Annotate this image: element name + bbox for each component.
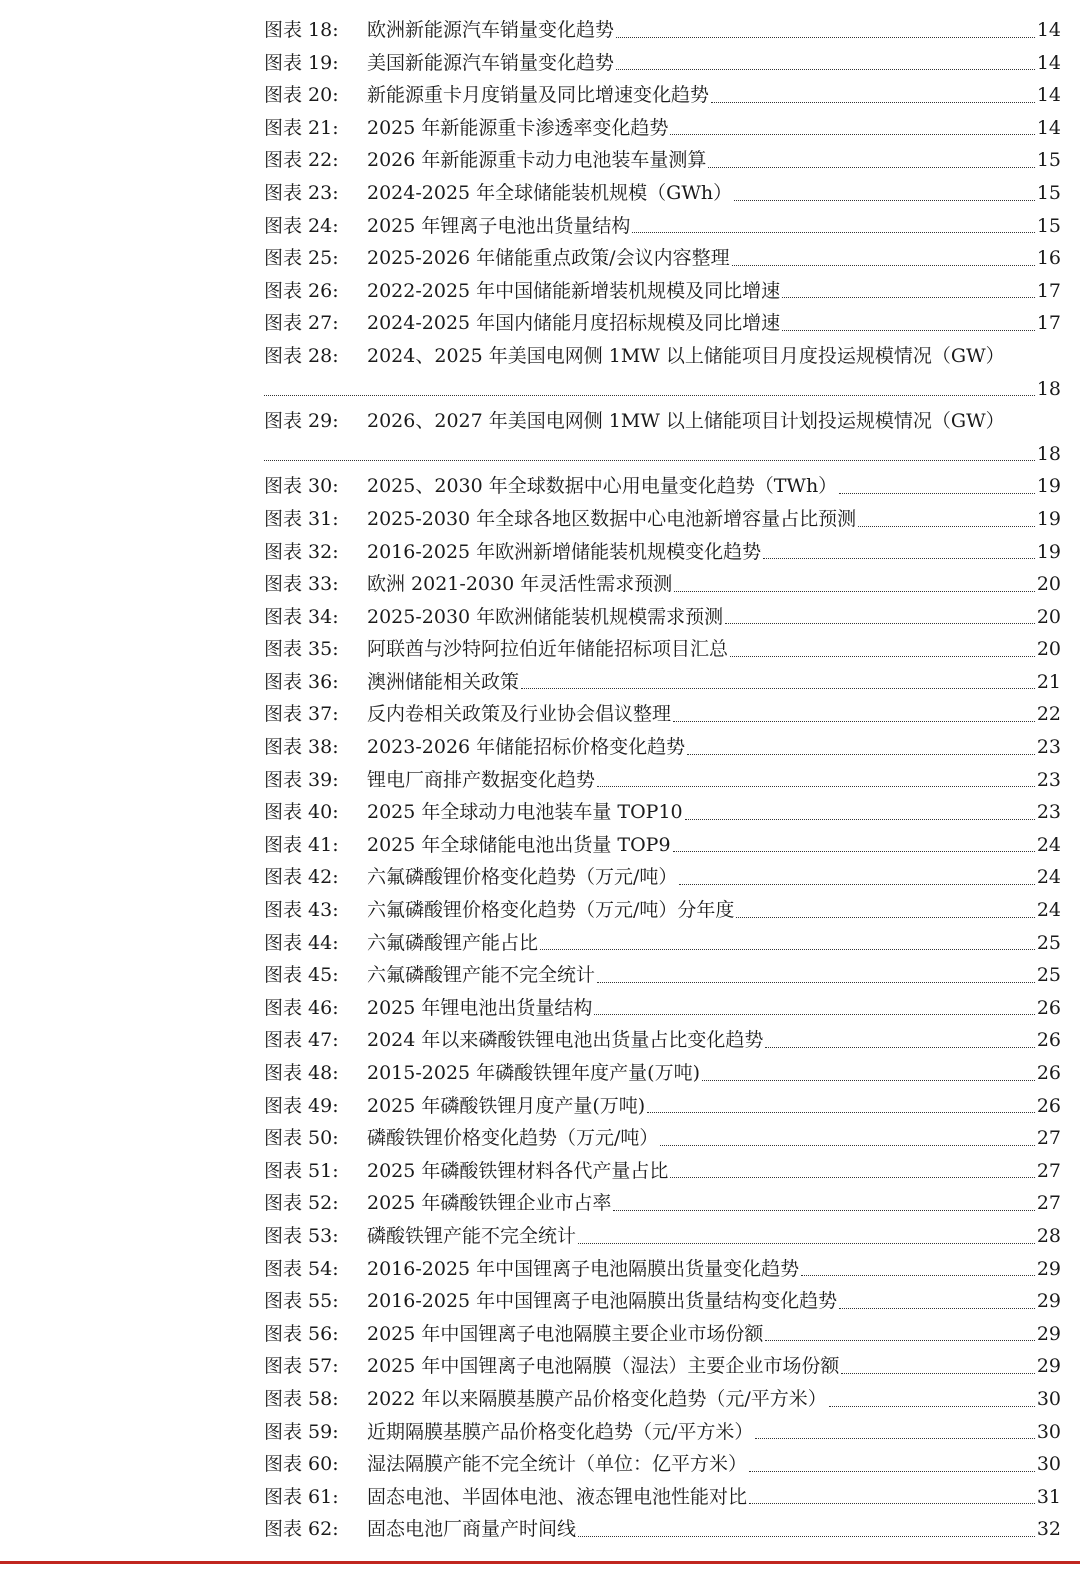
page-number: 25 — [1036, 931, 1061, 954]
figure-number: 图表 22: — [264, 149, 339, 172]
page-number: 32 — [1036, 1518, 1061, 1541]
figure-title: 近期隔膜基膜产品价格变化趋势（元/平方米） — [367, 1420, 754, 1443]
figure-number: 图表 55: — [264, 1290, 339, 1313]
dot-leader — [613, 1210, 1034, 1211]
dot-leader — [673, 721, 1035, 722]
figure-title: 2025 年全球动力电池装车量 TOP10 — [367, 801, 683, 824]
figure-title: 2026、2027 年美国电网侧 1MW 以上储能项目计划投运规模情况（GW） — [367, 410, 1005, 433]
page-number: 24 — [1036, 866, 1061, 889]
dot-leader — [616, 69, 1035, 70]
figure-number: 图表 46: — [264, 996, 339, 1019]
figure-title: 2024-2025 年国内储能月度招标规模及同比增速 — [367, 312, 781, 335]
dot-leader — [765, 1047, 1034, 1048]
figure-title: 2024、2025 年美国电网侧 1MW 以上储能项目月度投运规模情况（GW） — [367, 344, 1005, 367]
toc-entry[interactable] — [264, 1220, 1061, 1253]
toc-entry[interactable] — [264, 1187, 1061, 1220]
dot-leader — [673, 851, 1035, 852]
toc-entry[interactable] — [264, 536, 1061, 569]
page-number: 23 — [1036, 736, 1061, 759]
toc-entry[interactable] — [264, 1122, 1061, 1155]
figure-number: 图表 45: — [264, 964, 339, 987]
dot-leader — [839, 493, 1035, 494]
figure-number: 图表 20: — [264, 84, 339, 107]
page-number: 14 — [1036, 19, 1061, 41]
dot-leader — [670, 1177, 1034, 1178]
page-number: 26 — [1036, 1062, 1061, 1084]
dot-leader — [702, 1080, 1035, 1081]
toc-entry[interactable] — [264, 1383, 1061, 1416]
dot-leader — [597, 982, 1035, 983]
toc-entry[interactable] — [264, 112, 1061, 145]
dot-leader — [685, 819, 1035, 820]
toc-entry-continuation[interactable] — [264, 438, 1061, 471]
page-number: 24 — [1036, 833, 1061, 856]
toc-entry[interactable] — [264, 1318, 1061, 1351]
figure-number: 图表 41: — [264, 833, 339, 856]
page-number: 14 — [1036, 116, 1061, 139]
figure-title: 2016-2025 年欧洲新增储能装机规模变化趋势 — [367, 540, 762, 563]
dot-leader — [801, 1275, 1035, 1276]
dot-leader — [829, 1406, 1035, 1407]
page-number: 15 — [1036, 149, 1061, 172]
figure-index — [264, 14, 1061, 1546]
figure-title: 2025 年锂电池出货量结构 — [367, 996, 593, 1019]
figure-title: 2016-2025 年中国锂离子电池隔膜出货量变化趋势 — [367, 1257, 800, 1280]
page-number: 19 — [1036, 540, 1061, 563]
toc-entry[interactable] — [264, 144, 1061, 177]
page-number: 19 — [1036, 507, 1061, 530]
dot-leader — [674, 591, 1035, 592]
figure-title: 阿联酋与沙特阿拉伯近年储能招标项目汇总 — [367, 638, 729, 661]
figure-title: 2024 年以来磷酸铁锂电池出货量占比变化趋势 — [367, 1029, 764, 1052]
page-number: 14 — [1036, 84, 1061, 107]
figure-number: 图表 38: — [264, 736, 339, 759]
dot-leader — [578, 1243, 1035, 1244]
dot-leader — [540, 949, 1035, 950]
toc-entry[interactable] — [264, 79, 1061, 112]
figure-title: 美国新能源汽车销量变化趋势 — [367, 51, 615, 74]
page-number: 23 — [1036, 801, 1061, 824]
page-number: 22 — [1036, 703, 1061, 726]
dot-leader — [732, 265, 1035, 266]
toc-entry[interactable] — [264, 177, 1061, 210]
figure-number: 图表 31: — [264, 507, 339, 530]
dot-leader — [765, 1340, 1034, 1341]
figure-title: 澳洲储能相关政策 — [367, 670, 520, 693]
figure-number: 图表 52: — [264, 1192, 339, 1215]
page-number: 31 — [1036, 1485, 1061, 1508]
dot-leader — [725, 623, 1035, 624]
page-number: 20 — [1036, 605, 1061, 628]
dot-leader — [711, 102, 1035, 103]
dot-leader — [616, 37, 1035, 38]
dot-leader — [782, 330, 1035, 331]
toc-entry[interactable] — [264, 503, 1061, 536]
figure-title: 六氟磷酸锂价格变化趋势（万元/吨）分年度 — [367, 899, 735, 922]
toc-entry[interactable] — [264, 1090, 1061, 1123]
figure-title: 2025、2030 年全球数据中心用电量变化趋势（TWh） — [367, 475, 838, 498]
page-number: 27 — [1036, 1159, 1061, 1182]
figure-number: 图表 40: — [264, 801, 339, 824]
figure-number: 图表 25: — [264, 247, 339, 270]
toc-entry[interactable] — [264, 796, 1061, 829]
dot-leader — [749, 1471, 1035, 1472]
figure-title: 欧洲 2021-2030 年灵活性需求预测 — [367, 573, 673, 596]
figure-title: 2025 年全球储能电池出货量 TOP9 — [367, 833, 671, 856]
toc-entry[interactable] — [264, 861, 1061, 894]
toc-entry[interactable] — [264, 731, 1061, 764]
page-number: 29 — [1036, 1355, 1061, 1378]
figure-number: 图表 56: — [264, 1322, 339, 1345]
page-number: 24 — [1036, 899, 1061, 922]
page-number: 17 — [1036, 279, 1061, 302]
dot-leader — [521, 688, 1035, 689]
dot-leader — [736, 917, 1034, 918]
toc-entry[interactable] — [264, 633, 1061, 666]
dot-leader — [749, 1503, 1035, 1504]
toc-entry[interactable] — [264, 340, 1061, 373]
figure-number: 图表 24: — [264, 214, 339, 237]
figure-number: 图表 54: — [264, 1257, 339, 1280]
figure-number: 图表 39: — [264, 768, 339, 791]
figure-title: 2025-2030 年欧洲储能装机规模需求预测 — [367, 605, 724, 628]
figure-title: 2025 年新能源重卡渗透率变化趋势 — [367, 116, 669, 139]
page-number: 27 — [1036, 1192, 1061, 1215]
figure-title: 欧洲新能源汽车销量变化趋势 — [367, 19, 615, 41]
page-number: 15 — [1036, 181, 1061, 204]
figure-number: 图表 23: — [264, 181, 339, 204]
figure-title: 2026 年新能源重卡动力电池装车量测算 — [367, 149, 707, 172]
toc-entry[interactable] — [264, 894, 1061, 927]
page-number: 20 — [1036, 638, 1061, 661]
dot-leader — [763, 558, 1035, 559]
toc-entry[interactable] — [264, 1513, 1061, 1546]
page-number: 26 — [1036, 1029, 1061, 1052]
figure-title: 六氟磷酸锂价格变化趋势（万元/吨） — [367, 866, 678, 889]
toc-entry-continuation[interactable] — [264, 373, 1061, 406]
dot-leader — [858, 526, 1035, 527]
toc-entry[interactable] — [264, 666, 1061, 699]
toc-entry[interactable] — [264, 1350, 1061, 1383]
figure-title: 2025 年磷酸铁锂企业市占率 — [367, 1192, 612, 1215]
figure-number: 图表 42: — [264, 866, 339, 889]
figure-number: 图表 33: — [264, 573, 339, 596]
figure-title: 2025 年中国锂离子电池隔膜（湿法）主要企业市场份额 — [367, 1355, 840, 1378]
toc-entry[interactable] — [264, 1481, 1061, 1514]
dot-leader — [730, 656, 1035, 657]
figure-title: 2025 年磷酸铁锂材料各代产量占比 — [367, 1159, 669, 1182]
dot-leader — [782, 297, 1035, 298]
dot-leader — [687, 754, 1035, 755]
dot-leader — [660, 1145, 1034, 1146]
figure-number: 图表 62: — [264, 1518, 339, 1541]
figure-number: 图表 29: — [264, 410, 339, 433]
toc-entry[interactable] — [264, 1057, 1061, 1090]
toc-entry[interactable] — [264, 1448, 1061, 1481]
figure-title: 磷酸铁锂价格变化趋势（万元/吨） — [367, 1127, 659, 1150]
toc-entry[interactable] — [264, 210, 1061, 243]
page-number: 23 — [1036, 768, 1061, 791]
figure-number: 图表 19: — [264, 51, 339, 74]
dot-leader — [841, 1373, 1034, 1374]
figure-title: 2024-2025 年全球储能装机规模（GWh） — [367, 181, 733, 204]
toc-entry[interactable] — [264, 1024, 1061, 1057]
figure-number: 图表 50: — [264, 1127, 339, 1150]
page-number: 16 — [1036, 247, 1061, 270]
figure-number: 图表 51: — [264, 1159, 339, 1182]
toc-entry[interactable] — [264, 405, 1061, 438]
dot-leader — [578, 1536, 1035, 1537]
page-number: 21 — [1036, 670, 1061, 693]
figure-number: 图表 35: — [264, 638, 339, 661]
figure-number: 图表 18: — [264, 19, 339, 41]
dot-leader — [632, 232, 1034, 233]
figure-number: 图表 58: — [264, 1387, 339, 1410]
toc-entry[interactable] — [264, 927, 1061, 960]
figure-number: 图表 27: — [264, 312, 339, 335]
figure-number: 图表 37: — [264, 703, 339, 726]
page-number: 26 — [1036, 1094, 1061, 1117]
figure-number: 图表 53: — [264, 1224, 339, 1247]
dot-leader — [597, 786, 1035, 787]
dot-leader — [594, 1014, 1034, 1015]
figure-number: 图表 36: — [264, 670, 339, 693]
page-number: 26 — [1036, 996, 1061, 1019]
figure-number: 图表 49: — [264, 1094, 339, 1117]
figure-number: 图表 43: — [264, 899, 339, 922]
toc-entry[interactable] — [264, 601, 1061, 634]
figure-number: 图表 48: — [264, 1062, 339, 1084]
page-number: 17 — [1036, 312, 1061, 335]
figure-title: 2016-2025 年中国锂离子电池隔膜出货量结构变化趋势 — [367, 1290, 838, 1313]
figure-title: 2015-2025 年磷酸铁锂年度产量(万吨) — [367, 1062, 700, 1084]
figure-number: 图表 28: — [264, 344, 339, 367]
figure-number: 图表 30: — [264, 475, 339, 498]
figure-title: 2025 年磷酸铁锂月度产量(万吨) — [367, 1094, 646, 1117]
figure-number: 图表 57: — [264, 1355, 339, 1378]
toc-entry[interactable] — [264, 275, 1061, 308]
toc-entry[interactable] — [264, 829, 1061, 862]
figure-title: 2022-2025 年中国储能新增装机规模及同比增速 — [367, 279, 781, 302]
figure-title: 新能源重卡月度销量及同比增速变化趋势 — [367, 84, 710, 107]
figure-number: 图表 59: — [264, 1420, 339, 1443]
figure-title: 2025-2030 年全球各地区数据中心电池新增容量占比预测 — [367, 507, 857, 530]
dot-leader — [839, 1308, 1035, 1309]
dot-leader — [734, 200, 1035, 201]
figure-title: 2025 年中国锂离子电池隔膜主要企业市场份额 — [367, 1322, 764, 1345]
figure-title: 2025 年锂离子电池出货量结构 — [367, 214, 631, 237]
figure-number: 图表 32: — [264, 540, 339, 563]
toc-entry[interactable] — [264, 1285, 1061, 1318]
dot-leader — [670, 134, 1034, 135]
page-number: 14 — [1036, 51, 1061, 74]
page-number: 29 — [1036, 1290, 1061, 1313]
dot-leader — [755, 1438, 1034, 1439]
dot-leader — [264, 395, 1035, 396]
figure-number: 图表 26: — [264, 279, 339, 302]
figure-title: 固态电池、半固体电池、液态锂电池性能对比 — [367, 1485, 748, 1508]
toc-entry[interactable] — [264, 1416, 1061, 1449]
figure-number: 图表 44: — [264, 931, 339, 954]
toc-entry[interactable] — [264, 1155, 1061, 1188]
page-number: 30 — [1036, 1453, 1061, 1476]
figure-title: 2025-2026 年储能重点政策/会议内容整理 — [367, 247, 730, 270]
figure-title: 2022 年以来隔膜基膜产品价格变化趋势（元/平方米） — [367, 1387, 827, 1410]
footer-rule — [0, 1561, 1080, 1564]
page-number: 29 — [1036, 1257, 1061, 1280]
toc-entry[interactable] — [264, 242, 1061, 275]
toc-entry[interactable] — [264, 307, 1061, 340]
page-number: 29 — [1036, 1322, 1061, 1345]
dot-leader — [264, 460, 1035, 461]
figure-title: 2023-2026 年储能招标价格变化趋势 — [367, 736, 686, 759]
figure-title: 磷酸铁锂产能不完全统计 — [367, 1224, 577, 1247]
toc-entry[interactable] — [264, 568, 1061, 601]
figure-title: 六氟磷酸锂产能占比 — [367, 931, 539, 954]
figure-title: 反内卷相关政策及行业协会倡议整理 — [367, 703, 672, 726]
page-number: 15 — [1036, 214, 1061, 237]
toc-entry[interactable] — [264, 470, 1061, 503]
figure-number: 图表 60: — [264, 1453, 339, 1476]
toc-entry[interactable] — [264, 959, 1061, 992]
dot-leader — [647, 1112, 1035, 1113]
toc-entry[interactable] — [264, 1253, 1061, 1286]
dot-leader — [679, 884, 1034, 885]
figure-number: 图表 21: — [264, 116, 339, 139]
figure-title: 固态电池厂商量产时间线 — [367, 1518, 577, 1541]
toc-entry[interactable] — [264, 14, 1061, 47]
figure-title: 六氟磷酸锂产能不完全统计 — [367, 964, 596, 987]
toc-entry[interactable] — [264, 47, 1061, 80]
page-number: 18 — [1036, 377, 1061, 400]
figure-number: 图表 61: — [264, 1485, 339, 1508]
toc-entry[interactable] — [264, 764, 1061, 797]
page-number: 20 — [1036, 573, 1061, 596]
page-number: 18 — [1036, 442, 1061, 465]
page-number: 30 — [1036, 1387, 1061, 1410]
dot-leader — [708, 167, 1034, 168]
figure-number: 图表 47: — [264, 1029, 339, 1052]
page-number: 27 — [1036, 1127, 1061, 1150]
toc-entry[interactable] — [264, 992, 1061, 1025]
page-number: 19 — [1036, 475, 1061, 498]
figure-number: 图表 34: — [264, 605, 339, 628]
toc-entry[interactable] — [264, 698, 1061, 731]
page-number: 30 — [1036, 1420, 1061, 1443]
page-number: 25 — [1036, 964, 1061, 987]
figure-title: 湿法隔膜产能不完全统计（单位：亿平方米） — [367, 1453, 748, 1476]
figure-title: 锂电厂商排产数据变化趋势 — [367, 768, 596, 791]
page-number: 28 — [1036, 1224, 1061, 1247]
